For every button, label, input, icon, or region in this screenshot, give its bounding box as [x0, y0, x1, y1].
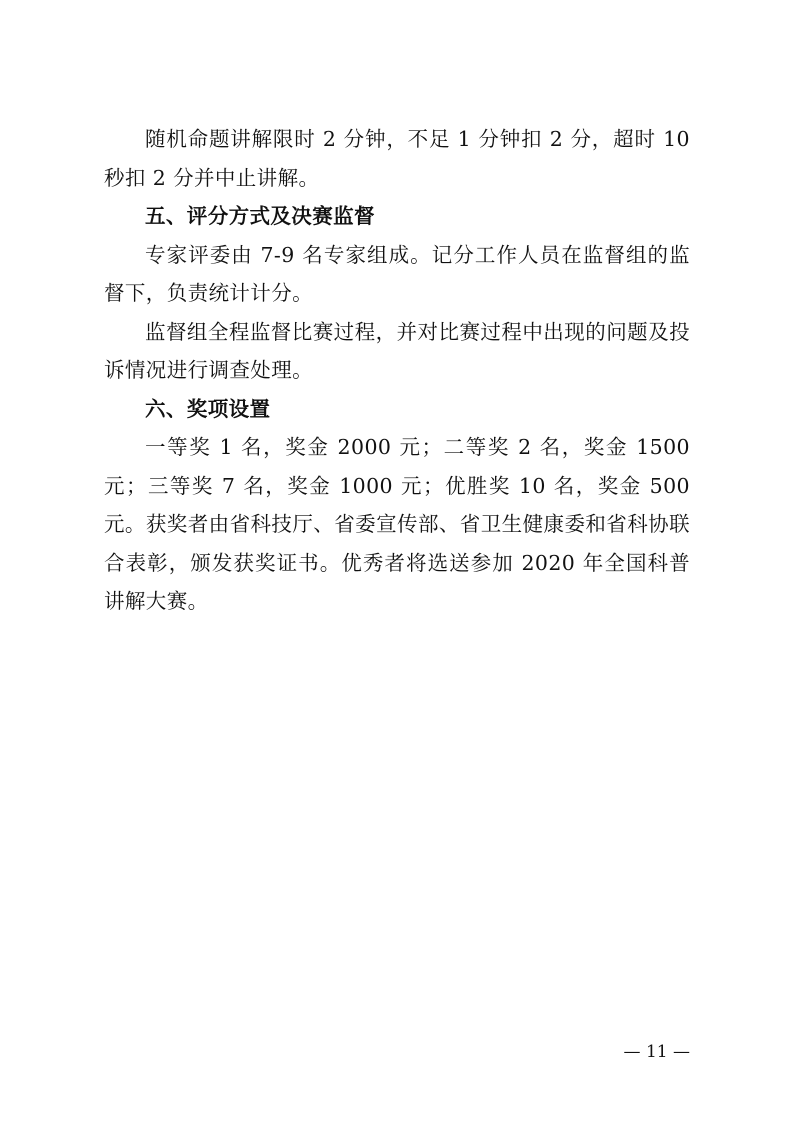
paragraph-time-limit: 随机命题讲解限时 2 分钟，不足 1 分钟扣 2 分，超时 10 秒扣 2 分并中止讲解。 — [104, 127, 690, 190]
paragraph-awards: 一等奖 1 名，奖金 2000 元；二等奖 2 名，奖金 1500 元；三等奖 7 名，奖金 1000 元；优胜奖 10 名，奖金 500 元。获奖者由省科技厅、省委宣传部、省卫生健康委和省科协联合表彰，颁发获奖证书。优秀者将选送参加 2020 年全国科普讲解大赛。 — [104, 435, 690, 613]
section-heading-awards: 六、奖项设置 — [145, 396, 271, 421]
section-heading-scoring: 五、评分方式及决赛监督 — [145, 204, 375, 228]
paragraph-supervision: 监督组全程监督比赛过程，并对比赛过程中出现的问题及投诉情况进行调查处理。 — [104, 319, 690, 382]
page-number: — 11 — — [623, 1042, 690, 1062]
document-body — [104, 120, 690, 621]
paragraph-judges: 专家评委由 7-9 名专家组成。记分工作人员在监督组的监督下，负责统计计分。 — [104, 242, 690, 305]
